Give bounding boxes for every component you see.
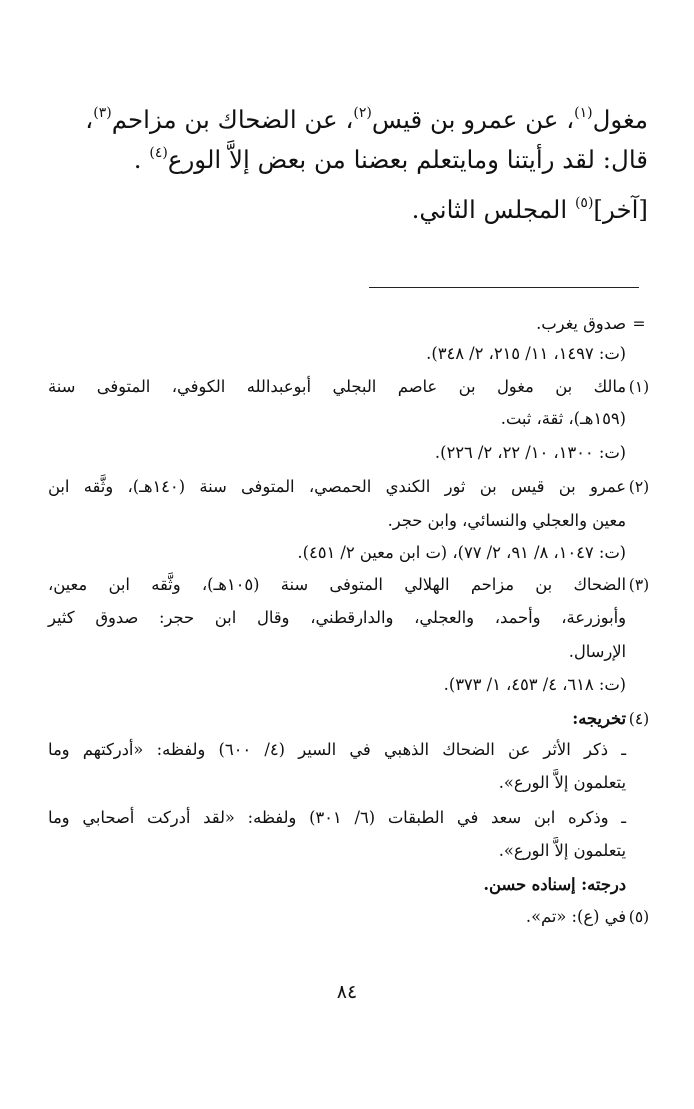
footnote-line: (ت: ٦١٨، ٤/ ٤٥٣، ١/ ٣٧٣). bbox=[443, 675, 626, 694]
main-text-line-3 bbox=[44, 190, 648, 230]
footnote-line: مالك بن مغول بن عاصم البجلي أبوعبدالله الكوفي، المتوفى سنة bbox=[48, 377, 626, 396]
footnote-line: في (ع): «تم». bbox=[525, 907, 626, 926]
main-text-segment: ، bbox=[85, 105, 94, 134]
footnote-heading: تخريجه: bbox=[572, 709, 626, 728]
footnote-continuation-mark: = bbox=[632, 315, 646, 333]
page-number: ٨٤ bbox=[336, 981, 358, 1003]
footnote-line: يتعلمون إلاَّ الورع». bbox=[498, 841, 626, 860]
footnote-line: الضحاك بن مزاحم الهلالي المتوفى سنة (١٠٥هـ)، وثَّقه ابن معين، bbox=[48, 575, 626, 594]
footnote-line: (ت: ١٤٩٧، ١١/ ٢١٥، ٢/ ٣٤٨). bbox=[426, 344, 626, 363]
footnote-line: (ت: ١٣٠٠، ١٠/ ٢٢، ٢/ ٢٢٦). bbox=[434, 443, 626, 462]
footnote-number-1: (١) bbox=[628, 378, 650, 396]
footnote-number-4: (٤) bbox=[628, 710, 650, 728]
footnote-ref-5[interactable]: (٥) bbox=[574, 195, 594, 211]
footnote-ref-4[interactable]: (٤) bbox=[149, 145, 168, 161]
main-text-segment: المجلس الثاني. bbox=[411, 195, 568, 224]
footnote-line: ـ وذكره ابن سعد في الطبقات (٦/ ٣٠١) ولفظه: «لقد أدركت أصحابي وما bbox=[48, 808, 626, 827]
footnote-separator bbox=[369, 287, 639, 288]
footnote-line: (ت: ١٠٤٧، ٨/ ٩١، ٢/ ٧٧)، (ت ابن معين ٢/ ٤٥١). bbox=[297, 543, 626, 562]
footnote-line: عمرو بن قيس بن ثور الكندي الحمصي، المتوفى سنة (١٤٠هـ)، وثَّقه ابن bbox=[48, 477, 626, 496]
footnote-number-2: (٢) bbox=[628, 478, 650, 496]
main-text-segment: ، عن الضحاك بن مزاحم bbox=[111, 105, 354, 134]
footnote-ref-2[interactable]: (٢) bbox=[353, 105, 372, 121]
footnote-line: صدوق يغرب. bbox=[536, 314, 626, 333]
footnote-line: وأبوزرعة، وأحمد، والعجلي، والدارقطني، وقال ابن حجر: صدوق كثير bbox=[48, 608, 626, 627]
footnote-line: ـ ذكر الأثر عن الضحاك الذهبي في السير (٤/ ٦٠٠) ولفظه: «أدركتهم وما bbox=[48, 740, 626, 759]
main-text-segment: [آخر] bbox=[593, 195, 648, 224]
main-text-segment: قال: لقد رأيتنا ومايتعلم بعضنا من بعض إلاَّ الورع bbox=[167, 145, 648, 174]
footnote-line: (١٥٩هـ)، ثقة، ثبت. bbox=[500, 409, 626, 428]
main-text-segment: . bbox=[133, 145, 142, 174]
footnote-ref-1[interactable]: (١) bbox=[574, 105, 593, 121]
main-text-segment: ، عن عمرو بن قيس bbox=[371, 105, 575, 134]
footnote-line: الإرسال. bbox=[568, 642, 626, 661]
main-text-line-1 bbox=[44, 100, 648, 140]
footnote-number-3: (٣) bbox=[628, 576, 650, 594]
footnote-line: معين والعجلي والنسائي، وابن حجر. bbox=[387, 511, 626, 530]
footnote-line: درجته: إسناده حسن. bbox=[483, 875, 626, 894]
main-text-segment: مغول bbox=[592, 105, 648, 134]
footnote-ref-3[interactable]: (٣) bbox=[93, 105, 112, 121]
main-text-line-2 bbox=[44, 140, 648, 180]
footnote-line: يتعلمون إلاَّ الورع». bbox=[498, 773, 626, 792]
footnote-number-5: (٥) bbox=[628, 908, 650, 926]
